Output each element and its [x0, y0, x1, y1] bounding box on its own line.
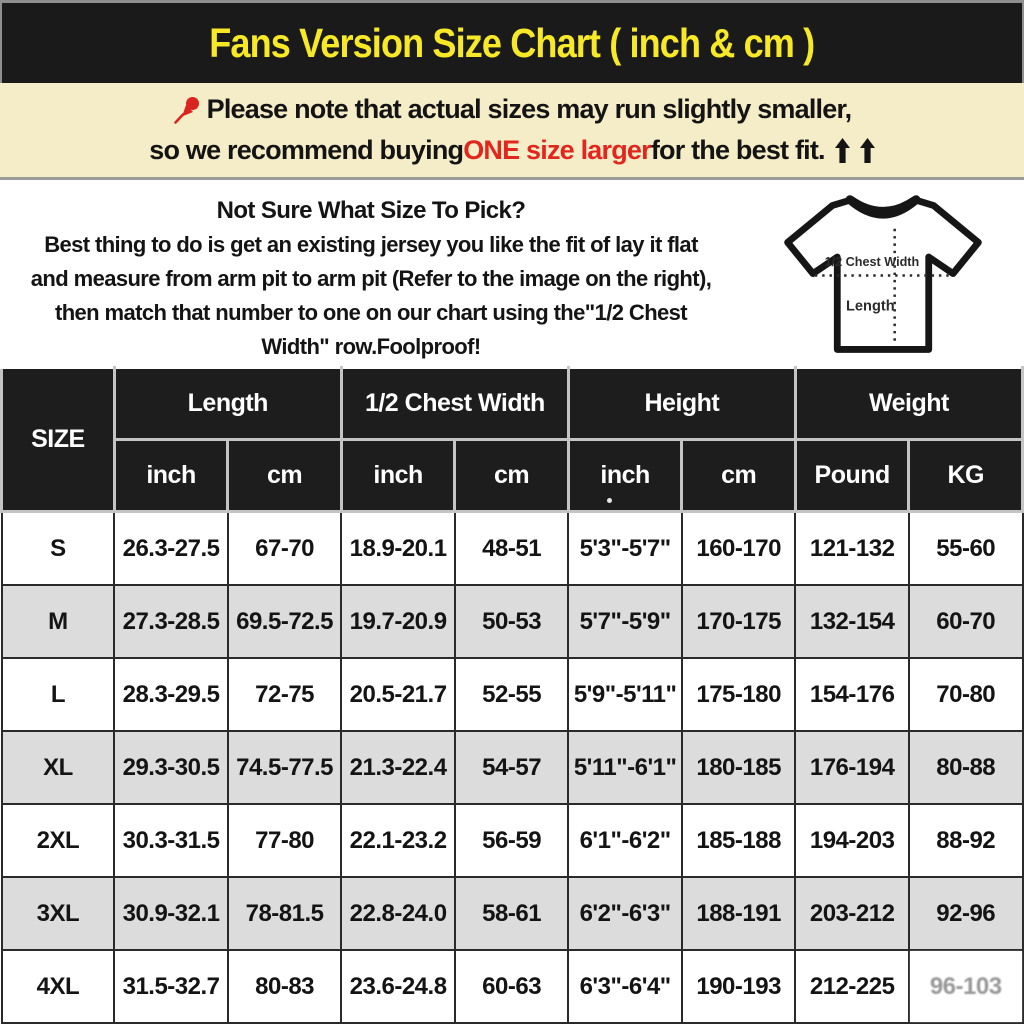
- value-cell: 19.7-20.9: [341, 585, 455, 658]
- value-cell: 203-212: [795, 877, 909, 950]
- value-cell: 30.9-32.1: [114, 877, 228, 950]
- page-title: Fans Version Size Chart ( inch & cm ): [209, 19, 815, 66]
- value-cell: 6'2"-6'3": [568, 877, 682, 950]
- value-cell: 176-194: [795, 731, 909, 804]
- value-cell: 22.8-24.0: [341, 877, 455, 950]
- value-cell: 80-83: [228, 950, 342, 1023]
- tshirt-measurement-diagram: [742, 180, 1024, 366]
- col-subheader-weight-pound: Pound: [795, 440, 909, 512]
- size-cell: 2XL: [2, 804, 115, 877]
- value-cell: 77-80: [228, 804, 342, 877]
- value-cell: 21.3-22.4: [341, 731, 455, 804]
- value-cell: 190-193: [682, 950, 796, 1023]
- size-cell: 3XL: [2, 877, 115, 950]
- value-cell: 5'11"-6'1": [568, 731, 682, 804]
- guide-heading: Not Sure What Size To Pick?: [216, 197, 526, 224]
- col-subheader-height-cm: cm: [682, 440, 796, 512]
- size-cell: M: [2, 585, 115, 658]
- value-cell: 5'9"-5'11": [568, 658, 682, 731]
- col-subheader-length-cm: cm: [228, 440, 342, 512]
- tshirt-icon: [765, 186, 1001, 366]
- value-cell: 56-59: [455, 804, 569, 877]
- notice-line-1: [173, 94, 852, 125]
- col-subheader-chest-inch: inch: [341, 440, 455, 512]
- col-header-weight: Weight: [795, 368, 1022, 440]
- value-cell: 18.9-20.1: [341, 512, 455, 586]
- value-cell: 72-75: [228, 658, 342, 731]
- value-cell: 31.5-32.7: [114, 950, 228, 1023]
- value-cell: 58-61: [455, 877, 569, 950]
- up-arrows: [835, 138, 875, 163]
- value-cell: 5'3"-5'7": [568, 512, 682, 586]
- up-arrow-icon: [835, 138, 850, 163]
- col-subheader-weight-kg: KG: [909, 440, 1023, 512]
- col-subheader-chest-cm: cm: [455, 440, 569, 512]
- value-cell: 154-176: [795, 658, 909, 731]
- value-cell: 194-203: [795, 804, 909, 877]
- value-cell: 74.5-77.5: [228, 731, 342, 804]
- notice-line-2: [149, 135, 874, 166]
- col-header-chest-width: 1/2 Chest Width: [341, 368, 568, 440]
- value-cell: 132-154: [795, 585, 909, 658]
- value-cell: 55-60: [909, 512, 1023, 586]
- notice-highlight: ONE size larger: [463, 135, 651, 166]
- value-cell: 78-81.5: [228, 877, 342, 950]
- size-cell: S: [2, 512, 115, 586]
- value-cell: 180-185: [682, 731, 796, 804]
- size-cell: 4XL: [2, 950, 115, 1023]
- col-header-size: SIZE: [2, 368, 115, 512]
- value-cell: 28.3-29.5: [114, 658, 228, 731]
- value-cell: 22.1-23.2: [341, 804, 455, 877]
- value-cell: 188-191: [682, 877, 796, 950]
- value-cell: 20.5-21.7: [341, 658, 455, 731]
- table-row: [2, 512, 1023, 586]
- notice-text-1: Please note that actual sizes may run slightly smaller,: [206, 94, 852, 125]
- value-cell: 121-132: [795, 512, 909, 586]
- table-row: [2, 658, 1023, 731]
- value-cell: 52-55: [455, 658, 569, 731]
- table-row: [2, 950, 1023, 1023]
- value-cell: 69.5-72.5: [228, 585, 342, 658]
- value-cell: 67-70: [228, 512, 342, 586]
- pushpin-icon: [173, 95, 203, 125]
- size-chart-table: [0, 366, 1024, 1024]
- notice-banner: [0, 83, 1024, 180]
- value-cell: 175-180: [682, 658, 796, 731]
- value-cell: 23.6-24.8: [341, 950, 455, 1023]
- col-subheader-length-inch: inch: [114, 440, 228, 512]
- value-cell: 54-57: [455, 731, 569, 804]
- value-cell: 60-70: [909, 585, 1023, 658]
- value-cell: 27.3-28.5: [114, 585, 228, 658]
- value-cell: 70-80: [909, 658, 1023, 731]
- value-cell: 92-96: [909, 877, 1023, 950]
- value-cell: 6'1"-6'2": [568, 804, 682, 877]
- value-cell: 29.3-30.5: [114, 731, 228, 804]
- value-cell: 26.3-27.5: [114, 512, 228, 586]
- value-cell: 60-63: [455, 950, 569, 1023]
- size-cell: L: [2, 658, 115, 731]
- col-subheader-height-inch: inch: [568, 440, 682, 512]
- value-cell: 6'3"-6'4": [568, 950, 682, 1023]
- notice-text-2b: for the best fit.: [650, 135, 825, 166]
- sizing-guide-section: [0, 180, 1024, 366]
- col-header-height: Height: [568, 368, 795, 440]
- value-cell: 96-103: [909, 950, 1023, 1023]
- table-row: [2, 804, 1023, 877]
- sizing-guide-text: [0, 180, 742, 366]
- title-bar: [0, 0, 1024, 83]
- notice-text-2a: so we recommend buying: [149, 135, 464, 166]
- up-arrow-icon: [860, 138, 875, 163]
- guide-line: Best thing to do is get an existing jersey you like the fit of lay it flat: [44, 232, 698, 257]
- table-row: [2, 877, 1023, 950]
- value-cell: 160-170: [682, 512, 796, 586]
- size-cell: XL: [2, 731, 115, 804]
- value-cell: 185-188: [682, 804, 796, 877]
- guide-line: Width" row.Foolproof!: [261, 334, 481, 359]
- table-row: [2, 585, 1023, 658]
- table-row: [2, 731, 1023, 804]
- value-cell: 88-92: [909, 804, 1023, 877]
- chest-width-label: 1/2 Chest Width: [824, 254, 920, 269]
- guide-line: then match that number to one on our chart using the"1/2 Chest: [54, 300, 688, 325]
- length-label: Length: [846, 298, 895, 315]
- col-header-length: Length: [114, 368, 341, 440]
- value-cell: 80-88: [909, 731, 1023, 804]
- value-cell: 48-51: [455, 512, 569, 586]
- guide-line: and measure from arm pit to arm pit (Refer to the image on the right),: [30, 266, 712, 291]
- value-cell: 50-53: [455, 585, 569, 658]
- value-cell: 212-225: [795, 950, 909, 1023]
- value-cell: 30.3-31.5: [114, 804, 228, 877]
- value-cell: 170-175: [682, 585, 796, 658]
- value-cell: 5'7"-5'9": [568, 585, 682, 658]
